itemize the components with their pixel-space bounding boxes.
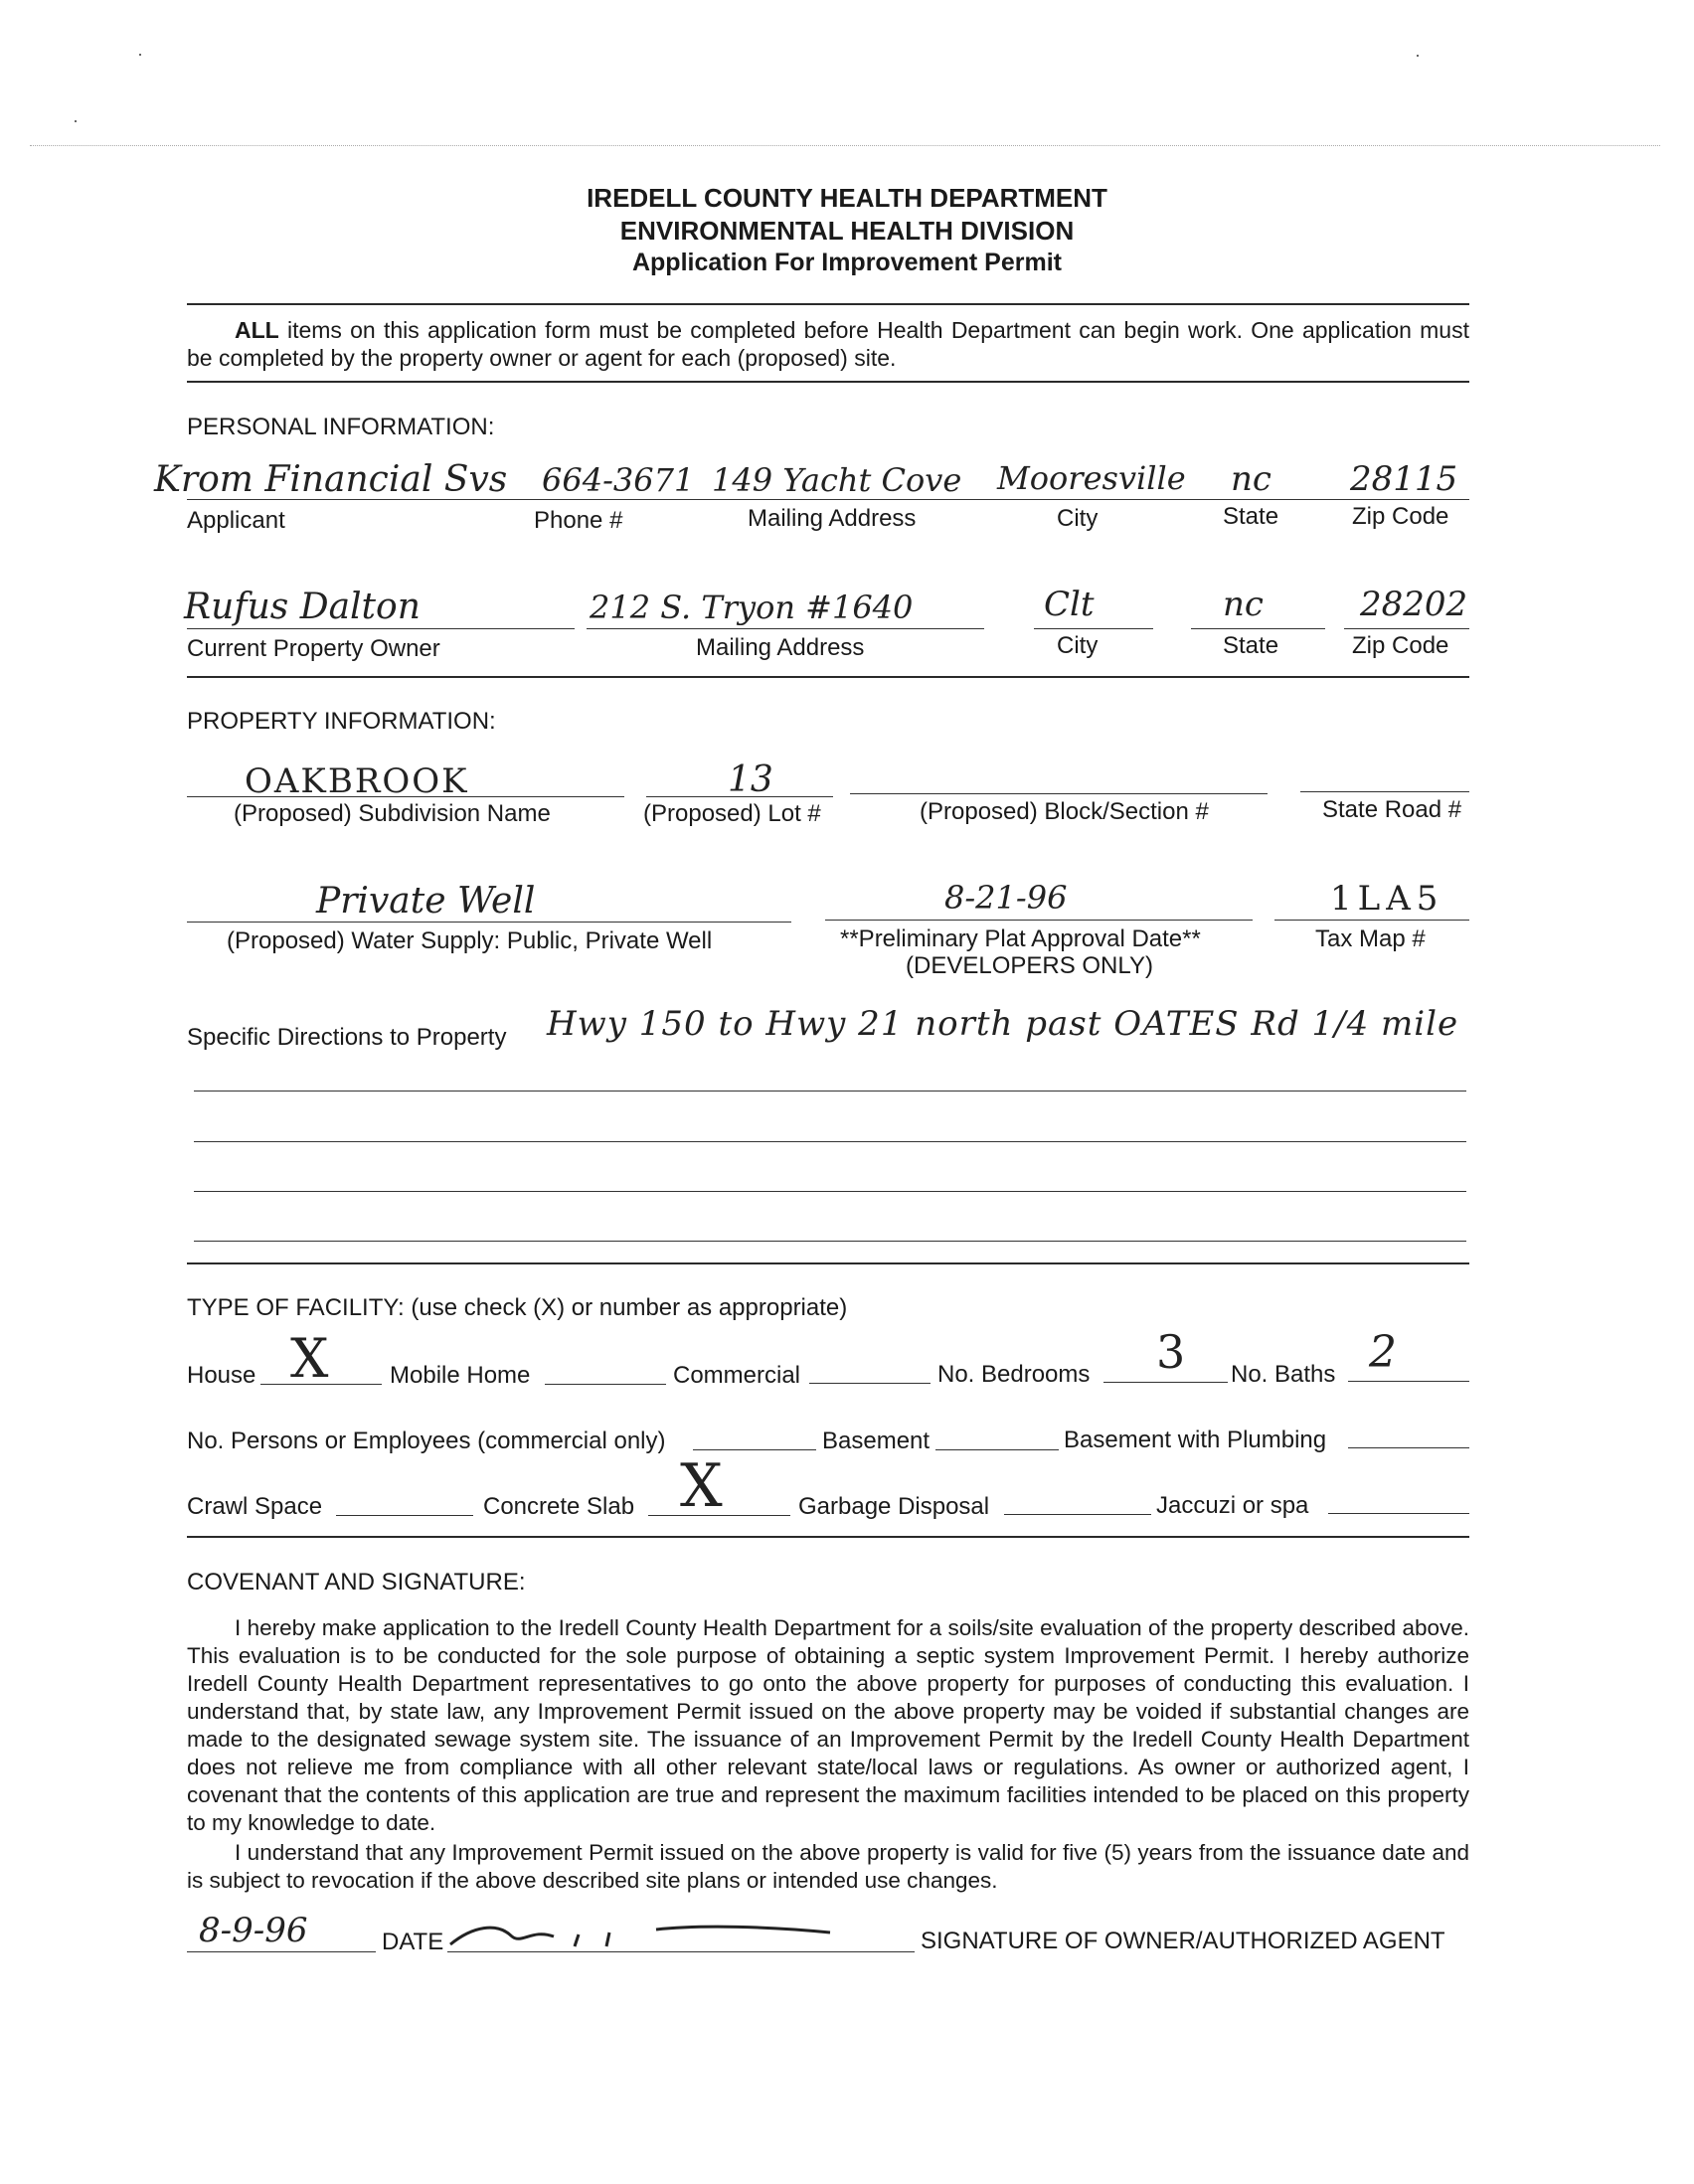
owner-zip-underline <box>1344 628 1469 629</box>
intro-bold: ALL <box>235 317 279 343</box>
baths-underline <box>1348 1381 1469 1382</box>
directions-line <box>194 1141 1466 1142</box>
directions-line <box>194 1191 1466 1192</box>
personal-heading: PERSONAL INFORMATION: <box>187 414 495 440</box>
subdivision-value: OAKBROOK <box>245 761 469 801</box>
commercial-label: Commercial <box>673 1362 801 1389</box>
applicant-zip-value: 28115 <box>1350 459 1458 499</box>
owner-zip-value: 28202 <box>1360 585 1468 624</box>
bedrooms-value: 3 <box>1156 1325 1186 1379</box>
taxmap-label: Tax Map # <box>1315 925 1426 952</box>
owner-mailing-value: 212 S. Tryon #1640 <box>590 588 914 626</box>
jacuzzi-underline <box>1328 1513 1469 1514</box>
facility-heading: TYPE OF FACILITY: (use check (X) or number as appropriate) <box>187 1294 848 1321</box>
lot-value: 13 <box>728 759 773 800</box>
phone-label: Phone # <box>534 507 623 534</box>
bedrooms-label: No. Bedrooms <box>937 1361 1091 1388</box>
disposal-label: Garbage Disposal <box>798 1493 990 1520</box>
phone-value: 664-3671 <box>542 461 695 499</box>
owner-mailing-label: Mailing Address <box>696 634 865 661</box>
applicant-state-label: State <box>1223 503 1279 530</box>
applicant-label: Applicant <box>187 507 285 534</box>
water-underline <box>187 922 791 923</box>
slab-check: X <box>680 1451 723 1521</box>
owner-state-value: nc <box>1223 585 1264 624</box>
owner-label: Current Property Owner <box>187 635 440 662</box>
scan-edge-line <box>30 145 1660 146</box>
header-line-2: ENVIRONMENTAL HEALTH DIVISION <box>619 216 1075 246</box>
lot-label: (Proposed) Lot # <box>643 800 821 827</box>
jacuzzi-label: Jaccuzi or spa <box>1156 1492 1309 1519</box>
crawl-underline <box>336 1515 473 1516</box>
subdivision-label: (Proposed) Subdivision Name <box>234 800 551 827</box>
owner-underline <box>187 628 575 629</box>
slab-label: Concrete Slab <box>483 1493 635 1520</box>
taxmap-value: 1LA5 <box>1330 879 1444 919</box>
basement-plumbing-underline <box>1348 1447 1469 1448</box>
applicant-mailing-value: 149 Yacht Cove <box>712 461 962 499</box>
applicant-value: Krom Financial Svs <box>154 459 508 500</box>
owner-value: Rufus Dalton <box>184 587 421 627</box>
disposal-underline <box>1004 1514 1151 1515</box>
basement-underline <box>935 1449 1059 1450</box>
taxmap-underline <box>1274 920 1469 921</box>
road-label: State Road # <box>1322 796 1462 823</box>
mobile-underline <box>545 1384 666 1385</box>
baths-value: 2 <box>1369 1327 1397 1378</box>
bedrooms-underline <box>1103 1382 1228 1383</box>
owner-mailing-underline <box>587 628 984 629</box>
directions-line <box>194 1091 1466 1092</box>
divider <box>187 303 1469 305</box>
house-label: House <box>187 1362 256 1389</box>
block-underline <box>850 793 1268 794</box>
plat-note: (DEVELOPERS ONLY) <box>906 952 1153 979</box>
divider <box>187 1536 1469 1538</box>
basement-plumbing-label: Basement with Plumbing <box>1064 1427 1327 1453</box>
intro-text <box>187 316 1469 372</box>
persons-label: No. Persons or Employees (commercial only) <box>187 1428 666 1454</box>
crawl-label: Crawl Space <box>187 1493 323 1520</box>
header-line-3: Application For Improvement Permit <box>631 249 1062 276</box>
applicant-city-value: Mooresville <box>997 459 1186 497</box>
block-label: (Proposed) Block/Section # <box>920 798 1209 825</box>
scan-speck <box>75 120 77 122</box>
directions-value: Hwy 150 to Hwy 21 north past OATES Rd 1/4 mile <box>547 1004 1459 1044</box>
owner-city-label: City <box>1057 632 1099 659</box>
date-label: DATE <box>382 1929 444 1955</box>
scan-speck <box>139 54 141 56</box>
divider <box>187 676 1469 678</box>
lot-underline <box>646 796 833 797</box>
applicant-zip-label: Zip Code <box>1352 503 1449 530</box>
subdivision-underline <box>187 796 624 797</box>
covenant-paragraph-1: I hereby make application to the Iredell County Health Department for a soils/site evaluation of the property described above. This evaluation is to be conducted for the sole purpose of obtaining a septic system Improvement Permit. I hereby authorize Iredell County Health Department representatives to go onto the above property for purposes of conducting this evaluation. I understand that, by state law, any Improvement Permit issued on the above property may be voided if substantial changes are made to the designated sewage system site. The issuance of an Improvement Permit by the Iredell County Health Department does not relieve me from compliance with all other relevant state/local laws or regulations. As owner or authorized agent, I covenant that the contents of this application are true and represent the maximum facilities intended to be placed on this property to my knowledge to date. <box>187 1615 1469 1835</box>
divider <box>187 381 1469 383</box>
applicant-city-label: City <box>1057 505 1099 532</box>
applicant-state-value: nc <box>1231 459 1271 499</box>
directions-line <box>194 1241 1466 1242</box>
owner-city-underline <box>1034 628 1153 629</box>
applicant-mailing-label: Mailing Address <box>748 505 917 532</box>
road-underline <box>1300 791 1469 792</box>
owner-state-underline <box>1191 628 1325 629</box>
water-value: Private Well <box>316 881 536 922</box>
commercial-underline <box>809 1383 931 1384</box>
date-value: 8-9-96 <box>199 1911 308 1950</box>
persons-underline <box>693 1449 816 1450</box>
directions-label: Specific Directions to Property <box>187 1024 507 1051</box>
owner-city-value: Clt <box>1044 585 1095 624</box>
plat-value: 8-21-96 <box>944 879 1068 917</box>
signature-label: SIGNATURE OF OWNER/AUTHORIZED AGENT <box>921 1928 1445 1954</box>
property-heading: PROPERTY INFORMATION: <box>187 708 496 735</box>
signature-image <box>442 1907 840 1956</box>
covenant-paragraph-2: I understand that any Improvement Permit issued on the above property is valid for five (5) years from the issuance date and is subject to revocation if the above described site plans or intended use changes. <box>187 1840 1469 1893</box>
plat-label: **Preliminary Plat Approval Date** <box>840 925 1201 952</box>
water-label: (Proposed) Water Supply: Public, Private Well <box>227 927 713 954</box>
owner-state-label: State <box>1223 632 1279 659</box>
intro-body: items on this application form must be completed before Health Department can begin work. One application must be completed by the property owner or agent for each (proposed) site. <box>187 317 1469 371</box>
owner-zip-label: Zip Code <box>1352 632 1449 659</box>
date-underline <box>187 1951 376 1952</box>
baths-label: No. Baths <box>1231 1361 1336 1388</box>
house-check: X <box>290 1327 329 1390</box>
applicant-underline <box>187 499 1469 500</box>
divider <box>187 1262 1469 1264</box>
scan-speck <box>1417 55 1419 57</box>
header-line-1: IREDELL COUNTY HEALTH DEPARTMENT <box>587 183 1107 213</box>
mobile-label: Mobile Home <box>390 1362 531 1389</box>
plat-underline <box>825 920 1253 921</box>
covenant-heading: COVENANT AND SIGNATURE: <box>187 1569 526 1596</box>
basement-label: Basement <box>822 1428 931 1454</box>
